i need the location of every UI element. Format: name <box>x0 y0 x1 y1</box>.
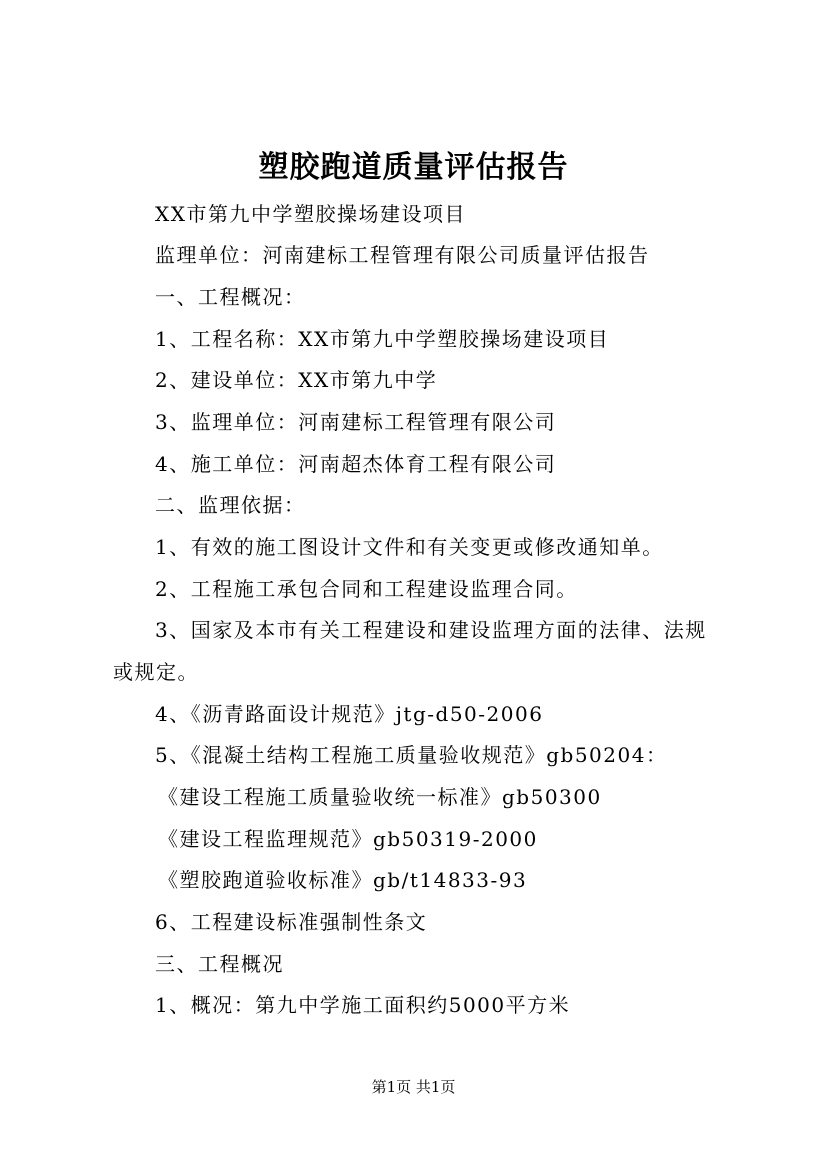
list-item: 6、工程建设标准强制性条文 <box>155 910 428 934</box>
page-number: 第1页 共1页 <box>371 1078 456 1096</box>
project-name-line: XX市第九中学塑胶操场建设项目 <box>155 202 466 226</box>
supervisor-report-line: 监理单位：河南建标工程管理有限公司质量评估报告 <box>155 243 650 267</box>
list-item-continuation: 或规定。 <box>113 660 199 684</box>
list-item: 4、《沥青路面设计规范》jtg-d50-2006 <box>155 702 544 726</box>
list-item: 1、工程名称：XX市第九中学塑胶操场建设项目 <box>155 327 610 351</box>
standard-reference: 《塑胶跑道验收标准》gb/t14833-93 <box>158 868 528 892</box>
section-heading: 三、工程概况 <box>155 952 284 976</box>
standard-reference: 《建设工程施工质量验收统一标准》gb50300 <box>158 785 602 809</box>
list-item: 4、施工单位：河南超杰体育工程有限公司 <box>155 452 557 476</box>
list-item: 3、监理单位：河南建标工程管理有限公司 <box>155 410 557 434</box>
list-item: 1、有效的施工图设计文件和有关变更或修改通知单。 <box>155 535 664 559</box>
list-item: 1、概况：第九中学施工面积约5000平方米 <box>155 993 571 1017</box>
document-title: 塑胶跑道质量评估报告 <box>258 150 569 185</box>
list-item: 2、建设单位：XX市第九中学 <box>155 368 438 392</box>
list-item: 2、工程施工承包合同和工程建设监理合同。 <box>155 577 578 601</box>
list-item: 5、《混凝土结构工程施工质量验收规范》gb50204： <box>155 743 668 767</box>
section-heading: 一、工程概况： <box>155 285 306 309</box>
section-heading: 二、监理依据： <box>155 493 306 517</box>
standard-reference: 《建设工程监理规范》gb50319-2000 <box>158 827 538 851</box>
list-item: 3、国家及本市有关工程建设和建设监理方面的法律、法规 <box>155 618 707 642</box>
